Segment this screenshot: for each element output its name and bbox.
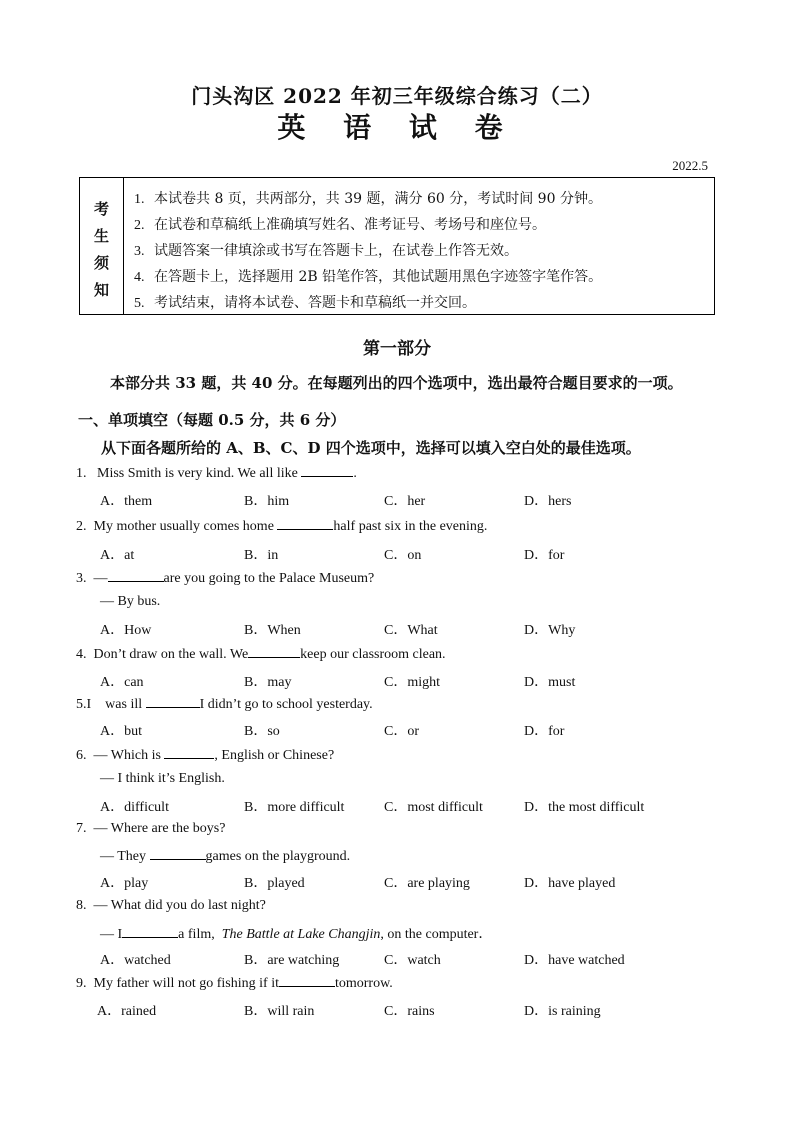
answer-blank — [122, 925, 178, 938]
option-c: C．What — [384, 623, 438, 638]
question — [76, 645, 446, 663]
answer-blank — [248, 645, 300, 658]
option-a: A．but — [100, 724, 142, 739]
exam-subtitle: 英 语 试 卷 — [277, 111, 517, 144]
question-text: , English or Chinese? — [214, 748, 335, 763]
option-a: A．at — [100, 548, 135, 563]
question-number: 9. — [76, 976, 87, 991]
question — [76, 898, 266, 914]
option-d: D．have played — [524, 876, 616, 891]
option-b: B．him — [244, 494, 290, 509]
notice-label — [80, 178, 124, 314]
option-a: A．difficult — [100, 800, 169, 815]
question-text: half past six in the evening. — [333, 519, 488, 534]
question-text: I didn’t go to school yesterday. — [199, 697, 373, 712]
option-d: D．have watched — [524, 953, 625, 968]
film-title: The Battle at Lake Changjin — [221, 927, 381, 942]
exam-title: 门头沟区 2022 年初三年级综合练习（二） — [191, 84, 603, 108]
question — [76, 974, 393, 992]
notice-item: 2. 在试卷和草稿纸上准确填写姓名、准考证号、考场号和座位号。 — [134, 217, 546, 233]
section-instruction: 从下面各题所给的 A、B、C、D 四个选项中，选择可以填入空白处的最佳选项。 — [101, 439, 641, 457]
question-text: — — [93, 571, 108, 586]
answer-blank — [108, 569, 164, 582]
question-number: 8. — [76, 898, 87, 913]
option-d: D．for — [524, 548, 565, 563]
question-text: . — [353, 466, 357, 481]
part-intro: 本部分共 33 题，共 40 分。在每题列出的四个选项中，选出最符合题目要求的一项。 — [110, 374, 683, 392]
answer-blank — [150, 847, 206, 860]
question — [76, 569, 374, 587]
option-b: B．more difficult — [244, 800, 345, 815]
notice-label-char: 知 — [94, 281, 110, 299]
option-d: D．is raining — [524, 1004, 601, 1019]
notice-item: 1. 本试卷共 8 页，共两部分，共 39 题，满分 60 分，考试时间 90 分钟。 — [134, 191, 602, 207]
question-number: 1. — [76, 466, 87, 481]
option-c: C．rains — [384, 1004, 435, 1019]
question-text: was ill — [105, 697, 143, 712]
option-a: A．can — [100, 675, 144, 690]
answer-blank — [146, 695, 200, 708]
option-c: C．might — [384, 675, 441, 690]
question — [76, 821, 225, 837]
option-b: B．will rain — [244, 1004, 315, 1019]
question-number: 4. — [76, 647, 87, 662]
notice-label-char: 考 — [94, 200, 110, 218]
question-text: keep our classroom clean. — [300, 647, 446, 662]
question-number: 7. — [76, 821, 87, 836]
question-text: Don’t draw on the wall. We — [93, 647, 249, 662]
option-a: A．watched — [100, 953, 171, 968]
question-reply: — They games on the playground. — [100, 849, 351, 864]
option-d: D．the most difficult — [524, 800, 645, 815]
question-reply: — I a film, The Battle at Lake Changjin, on the computer． — [100, 927, 493, 942]
notice-item: 3. 试题答案一律填涂或书写在答题卡上，在试卷上作答无效。 — [134, 243, 518, 259]
answer-blank — [164, 746, 214, 759]
question-text: are you going to the Palace Museum? — [163, 571, 375, 586]
option-b: B．may — [244, 675, 292, 690]
option-c: C．watch — [384, 953, 441, 968]
section-title: 一、单项填空（每题 0.5 分，共 6 分） — [78, 411, 346, 429]
question-reply: — By bus. — [100, 594, 161, 609]
option-d: D．for — [524, 724, 565, 739]
option-b: B．When — [244, 623, 301, 638]
option-c: C．are playing — [384, 876, 470, 891]
question — [76, 746, 334, 764]
part-title: 第一部分 — [363, 339, 431, 359]
question-text: — Which is — [93, 748, 161, 763]
question-number: 6. — [76, 748, 87, 763]
question-text: — What did you do last night? — [93, 898, 266, 913]
option-a: A．How — [100, 623, 152, 638]
option-b: B．are watching — [244, 953, 340, 968]
notice-label-char: 须 — [94, 254, 110, 272]
answer-blank — [277, 517, 333, 530]
option-a: A．rained — [97, 1004, 157, 1019]
question — [76, 517, 487, 535]
candidate-notice-box — [79, 177, 715, 315]
question-reply: — I think it’s English. — [100, 771, 225, 786]
notice-item: 5. 考试结束，请将本试卷、答题卡和草稿纸一并交回。 — [134, 295, 476, 311]
question — [76, 695, 373, 713]
question-number: 5.I — [76, 697, 92, 712]
notice-label-char: 生 — [94, 227, 110, 245]
exam-date: 2022.5 — [672, 158, 708, 173]
option-a: A．play — [100, 876, 149, 891]
question-number: 3. — [76, 571, 87, 586]
answer-blank — [279, 974, 335, 987]
option-a: A．them — [100, 494, 153, 509]
question-text: — Where are the boys? — [93, 821, 226, 836]
option-c: C．on — [384, 548, 422, 563]
option-b: B．so — [244, 724, 280, 739]
option-d: D．must — [524, 675, 576, 690]
question-text: My father will not go fishing if it — [93, 976, 279, 991]
question-text: Miss Smith is very kind. We all like — [97, 466, 298, 481]
notice-item: 4. 在答题卡上，选择题用 2B 铅笔作答，其他试题用黑色字迹签字笔作答。 — [134, 269, 603, 285]
option-b: B．in — [244, 548, 279, 563]
question-text: tomorrow. — [334, 976, 393, 991]
answer-blank — [301, 464, 353, 477]
question — [76, 464, 357, 482]
option-b: B．played — [244, 876, 305, 891]
option-d: D．Why — [524, 623, 576, 638]
option-c: C．or — [384, 724, 419, 739]
option-d: D．hers — [524, 494, 572, 509]
question-text: My mother usually comes home — [93, 519, 274, 534]
question-number: 2. — [76, 519, 87, 534]
option-c: C．most difficult — [384, 800, 483, 815]
option-c: C．her — [384, 494, 426, 509]
